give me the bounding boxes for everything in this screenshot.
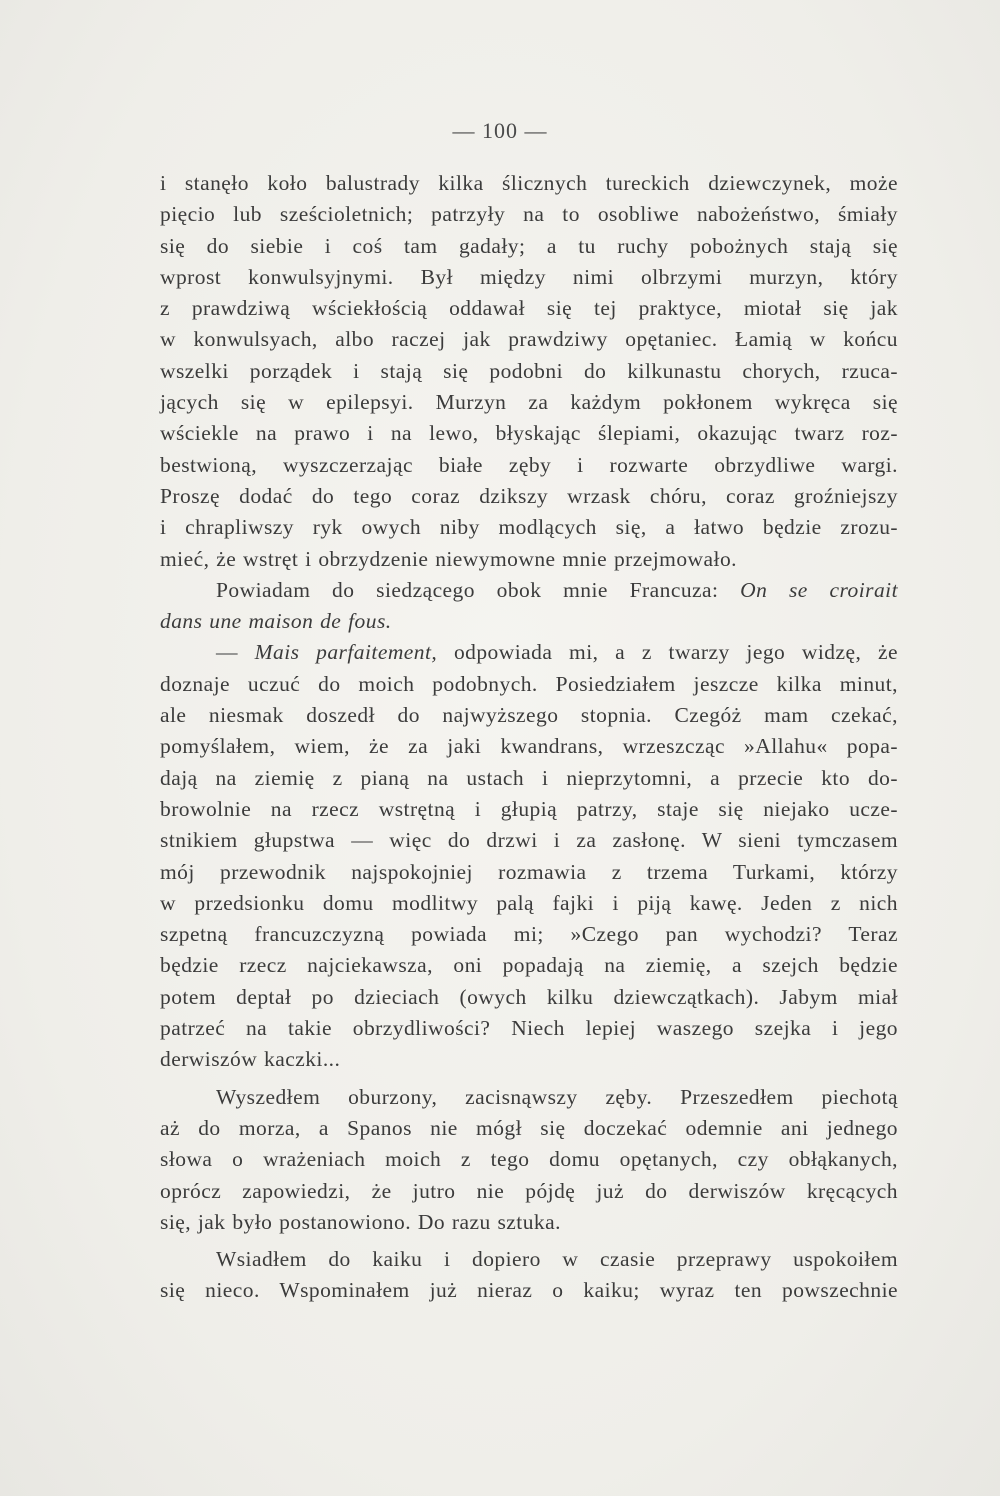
- text-line: wszelki porządek i stają się podobni do kilkunastu chorych, rzuca-: [160, 358, 898, 383]
- text-line: potem deptał po dzieciach (owych kilku dziewczątkach). Jabym miał: [160, 984, 898, 1009]
- text-line: jących się w epilepsyi. Murzyn za każdym pokłonem wykręca się: [160, 390, 898, 415]
- paragraph-1: [160, 168, 898, 575]
- text-line: Proszę dodać do tego coraz dzikszy wrzask chóru, coraz groźniejszy: [160, 483, 898, 508]
- text-line: się do siebie i coś tam gadały; a tu ruchy pobożnych stają się: [160, 233, 898, 258]
- text-line: będzie rzecz najciekawsza, oni popadają na ziemię, a szejch będzie: [160, 953, 898, 978]
- text-line: [160, 606, 898, 637]
- text-line: pomyślałem, wiem, że za jaki kwandrans, wrzeszcząc »Allahu« popa-: [160, 734, 898, 759]
- text-line: wprost konwulsyjnymi. Był między nimi olbrzymi murzyn, który: [160, 264, 898, 289]
- text-span: —: [216, 640, 255, 665]
- text-line: Wyszedłem oburzony, zacisnąwszy zęby. Przeszedłem piechotą: [216, 1084, 898, 1109]
- text-line: i stanęło koło balustrady kilka ślicznych tureckich dziewczynek, może: [160, 171, 898, 195]
- text-line: z prawdziwą wściekłością oddawał się tej praktyce, miotał się jak: [160, 296, 898, 321]
- text-line: bestwioną, wyszczerzając białe zęby i rozwarte obrzydliwe wargi.: [160, 452, 898, 477]
- body-text: [160, 168, 898, 1307]
- text-line: [160, 575, 898, 606]
- paragraph-2: [160, 575, 898, 638]
- text-line: szpetną francuzczyzną powiada mi; »Czego pan wychodzi? Teraz: [160, 922, 898, 947]
- text-line: wściekle na prawo i na lewo, błyskając ślepiami, okazując twarz roz-: [160, 421, 898, 446]
- text-span: odpowiada mi, a z twarzy jego widzę, że: [453, 640, 898, 665]
- text-line: pięcio lub sześcioletnich; patrzyły na to osobliwe nabożeństwo, śmiały: [160, 202, 898, 227]
- french-quote: Mais parfaitement,: [254, 640, 438, 665]
- text-line: [160, 637, 898, 668]
- text-line: dają na ziemię z pianą na ustach i nieprzytomni, a przecie kto do-: [160, 765, 898, 790]
- text-line: się, jak było postanowiono. Do razu sztuka.: [160, 1209, 561, 1234]
- paragraph-4: [160, 1082, 898, 1238]
- text-line: browolnie na rzecz wstrętną i głupią patrzy, staje się niejako ucze-: [160, 796, 898, 821]
- text-line: aż do morza, a Spanos nie mógł się doczekać odemnie ani jednego: [160, 1115, 898, 1140]
- page-number: — 100 —: [452, 118, 548, 143]
- paragraph-5: [160, 1244, 898, 1307]
- french-quote: dans une maison de fous.: [160, 609, 392, 634]
- text-line: derwiszów kaczki...: [160, 1047, 341, 1072]
- text-line: patrzeć na takie obrzydliwości? Niech lepiej waszego szejka i jego: [160, 1016, 898, 1041]
- text-line: stnikiem głupstwa — więc do drzwi i za zasłonę. W sieni tymczasem: [160, 828, 898, 853]
- text-line: w konwulsyach, albo raczej jak prawdziwy opętaniec. Łamią w końcu: [160, 327, 898, 352]
- french-quote: On se croirait: [740, 577, 898, 602]
- text-line: się nieco. Wspominałem już nieraz o kaiku; wyraz ten powszechnie: [160, 1278, 898, 1303]
- text-line: słowa o wrażeniach moich z tego domu opętanych, czy obłąkanych,: [160, 1147, 898, 1172]
- text-line: ale niesmak doszedł do najwyższego stopnia. Czegóż mam czekać,: [160, 703, 898, 728]
- text-line: mieć, że wstręt i obrzydzenie niewymowne mnie przejmowało.: [160, 546, 737, 571]
- text-line: doznaje uczuć do moich podobnych. Posiedziałem jeszcze kilka minut,: [160, 671, 898, 696]
- paragraph-3: [160, 637, 898, 1075]
- text-line: oprócz zapowiedzi, że jutro nie pójdę już do derwiszów kręcących: [160, 1178, 898, 1203]
- text-line: Wsiadłem do kaiku i dopiero w czasie przeprawy uspokoiłem: [216, 1247, 898, 1272]
- text-line: i chrapliwszy ryk owych niby modlących się, a łatwo będzie zrozu-: [160, 515, 898, 540]
- text-span: Powiadam do siedzącego obok mnie Francuza:: [216, 577, 719, 602]
- text-line: w przedsionku domu modlitwy palą fajki i piją kawę. Jeden z nich: [160, 890, 898, 915]
- text-line: mój przewodnik najspokojniej rozmawia z trzema Turkami, którzy: [160, 859, 898, 884]
